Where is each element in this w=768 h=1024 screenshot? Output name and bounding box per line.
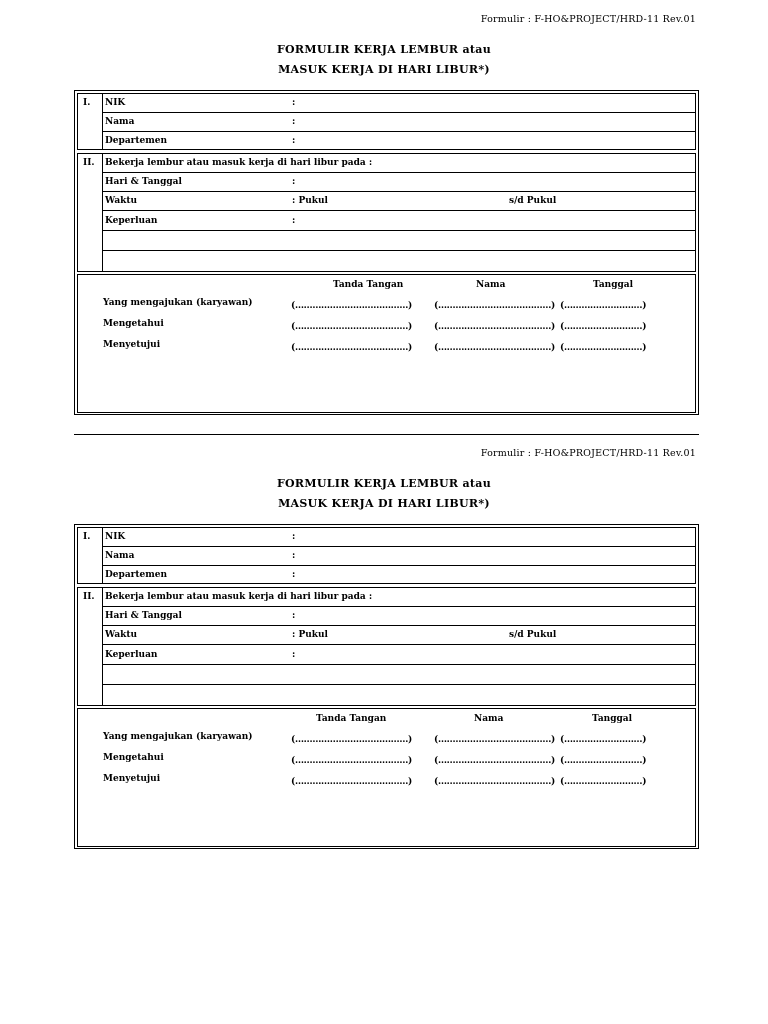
signer-label-requester: Yang mengajukan (karyawan) bbox=[103, 732, 253, 742]
field-value[interactable]: : bbox=[292, 532, 296, 542]
signature-header: Tanda Tangan bbox=[333, 280, 404, 290]
name-line[interactable]: (…………………………………) bbox=[434, 756, 556, 766]
time-end-field[interactable]: s/d Pukul bbox=[509, 630, 557, 640]
field-label: Hari & Tanggal bbox=[105, 611, 182, 621]
date-line[interactable]: (………………………) bbox=[560, 301, 647, 311]
schedule-section bbox=[77, 587, 696, 706]
form-frame bbox=[74, 524, 699, 849]
field-label: Hari & Tanggal bbox=[105, 177, 182, 187]
section-number: I. bbox=[83, 532, 91, 542]
field-label: NIK bbox=[105, 532, 126, 542]
name-line[interactable]: (…………………………………) bbox=[434, 735, 556, 745]
field-row-hari-tanggal[interactable] bbox=[102, 173, 695, 192]
signature-line[interactable]: (…………………………………) bbox=[291, 756, 413, 766]
name-header: Nama bbox=[474, 714, 504, 724]
form-frame bbox=[74, 90, 699, 415]
form-title: FORMULIR KERJA LEMBUR atau bbox=[276, 43, 492, 56]
form-code: Formulir : F-HO&PROJECT/HRD-11 Rev.01 bbox=[480, 14, 696, 25]
time-start-field[interactable]: : Pukul bbox=[292, 196, 328, 206]
signature-line[interactable]: (…………………………………) bbox=[291, 343, 413, 353]
field-row-departemen[interactable] bbox=[102, 566, 695, 585]
field-value[interactable]: : bbox=[292, 570, 296, 580]
signature-header: Tanda Tangan bbox=[316, 714, 387, 724]
signature-line[interactable]: (…………………………………) bbox=[291, 777, 413, 787]
identity-section bbox=[77, 93, 696, 150]
section-intro-row bbox=[102, 154, 695, 173]
field-value[interactable]: : bbox=[292, 650, 296, 660]
field-row-nik[interactable] bbox=[102, 94, 695, 113]
overtime-form bbox=[0, 0, 768, 434]
signer-label-approver: Menyetujui bbox=[103, 340, 161, 350]
section-number-column bbox=[78, 588, 103, 705]
field-value[interactable]: : bbox=[292, 611, 296, 621]
field-row-nama[interactable] bbox=[102, 547, 695, 566]
field-row-nik[interactable] bbox=[102, 528, 695, 547]
field-label: Keperluan bbox=[105, 216, 158, 226]
date-line[interactable]: (………………………) bbox=[560, 777, 647, 787]
section-number-column bbox=[78, 154, 103, 271]
section-number: I. bbox=[83, 98, 91, 108]
field-row-keperluan[interactable] bbox=[102, 212, 695, 231]
field-row-departemen[interactable] bbox=[102, 132, 695, 151]
signature-line[interactable]: (…………………………………) bbox=[291, 301, 413, 311]
signature-line[interactable]: (…………………………………) bbox=[291, 735, 413, 745]
section-number: II. bbox=[83, 592, 95, 602]
form-title: FORMULIR KERJA LEMBUR atau bbox=[276, 477, 492, 490]
signature-line[interactable]: (…………………………………) bbox=[291, 322, 413, 332]
section-intro-row bbox=[102, 588, 695, 607]
field-label: Nama bbox=[105, 117, 135, 127]
field-label: Waktu bbox=[105, 196, 138, 206]
field-label: Departemen bbox=[105, 136, 168, 146]
blank-row[interactable] bbox=[102, 252, 695, 271]
signer-label-approver: Menyetujui bbox=[103, 774, 161, 784]
blank-row[interactable] bbox=[102, 686, 695, 705]
field-value[interactable]: : bbox=[292, 216, 296, 226]
field-label: Departemen bbox=[105, 570, 168, 580]
form-code: Formulir : F-HO&PROJECT/HRD-11 Rev.01 bbox=[480, 448, 696, 459]
field-row-waktu[interactable] bbox=[102, 192, 695, 211]
name-line[interactable]: (…………………………………) bbox=[434, 777, 556, 787]
name-line[interactable]: (…………………………………) bbox=[434, 322, 556, 332]
form-subtitle: MASUK KERJA DI HARI LIBUR*) bbox=[278, 63, 490, 76]
field-row-hari-tanggal[interactable] bbox=[102, 607, 695, 626]
date-header: Tanggal bbox=[593, 280, 634, 290]
field-label: Keperluan bbox=[105, 650, 158, 660]
signer-label-acknowledger: Mengetahui bbox=[103, 319, 164, 329]
name-line[interactable]: (…………………………………) bbox=[434, 343, 556, 353]
field-value[interactable]: : bbox=[292, 551, 296, 561]
schedule-section bbox=[77, 153, 696, 272]
field-value[interactable]: : bbox=[292, 98, 296, 108]
section-intro: Bekerja lembur atau masuk kerja di hari libur pada : bbox=[105, 592, 373, 602]
field-row-keperluan[interactable] bbox=[102, 646, 695, 665]
field-value[interactable]: : bbox=[292, 117, 296, 127]
date-line[interactable]: (………………………) bbox=[560, 756, 647, 766]
overtime-form bbox=[0, 434, 768, 868]
name-header: Nama bbox=[476, 280, 506, 290]
field-value[interactable]: : bbox=[292, 177, 296, 187]
section-intro: Bekerja lembur atau masuk kerja di hari libur pada : bbox=[105, 158, 373, 168]
date-header: Tanggal bbox=[592, 714, 633, 724]
signer-label-acknowledger: Mengetahui bbox=[103, 753, 164, 763]
signature-section bbox=[77, 274, 696, 413]
field-value[interactable]: : bbox=[292, 136, 296, 146]
section-number-column bbox=[78, 94, 103, 149]
name-line[interactable]: (…………………………………) bbox=[434, 301, 556, 311]
field-label: Nama bbox=[105, 551, 135, 561]
signer-label-requester: Yang mengajukan (karyawan) bbox=[103, 298, 253, 308]
form-subtitle: MASUK KERJA DI HARI LIBUR*) bbox=[278, 497, 490, 510]
section-number-column bbox=[78, 528, 103, 583]
date-line[interactable]: (………………………) bbox=[560, 343, 647, 353]
identity-section bbox=[77, 527, 696, 584]
blank-row[interactable] bbox=[102, 232, 695, 251]
field-label: Waktu bbox=[105, 630, 138, 640]
blank-row[interactable] bbox=[102, 666, 695, 685]
field-row-waktu[interactable] bbox=[102, 626, 695, 645]
field-row-nama[interactable] bbox=[102, 113, 695, 132]
field-label: NIK bbox=[105, 98, 126, 108]
time-start-field[interactable]: : Pukul bbox=[292, 630, 328, 640]
date-line[interactable]: (………………………) bbox=[560, 735, 647, 745]
section-number: II. bbox=[83, 158, 95, 168]
date-line[interactable]: (………………………) bbox=[560, 322, 647, 332]
time-end-field[interactable]: s/d Pukul bbox=[509, 196, 557, 206]
signature-section bbox=[77, 708, 696, 847]
